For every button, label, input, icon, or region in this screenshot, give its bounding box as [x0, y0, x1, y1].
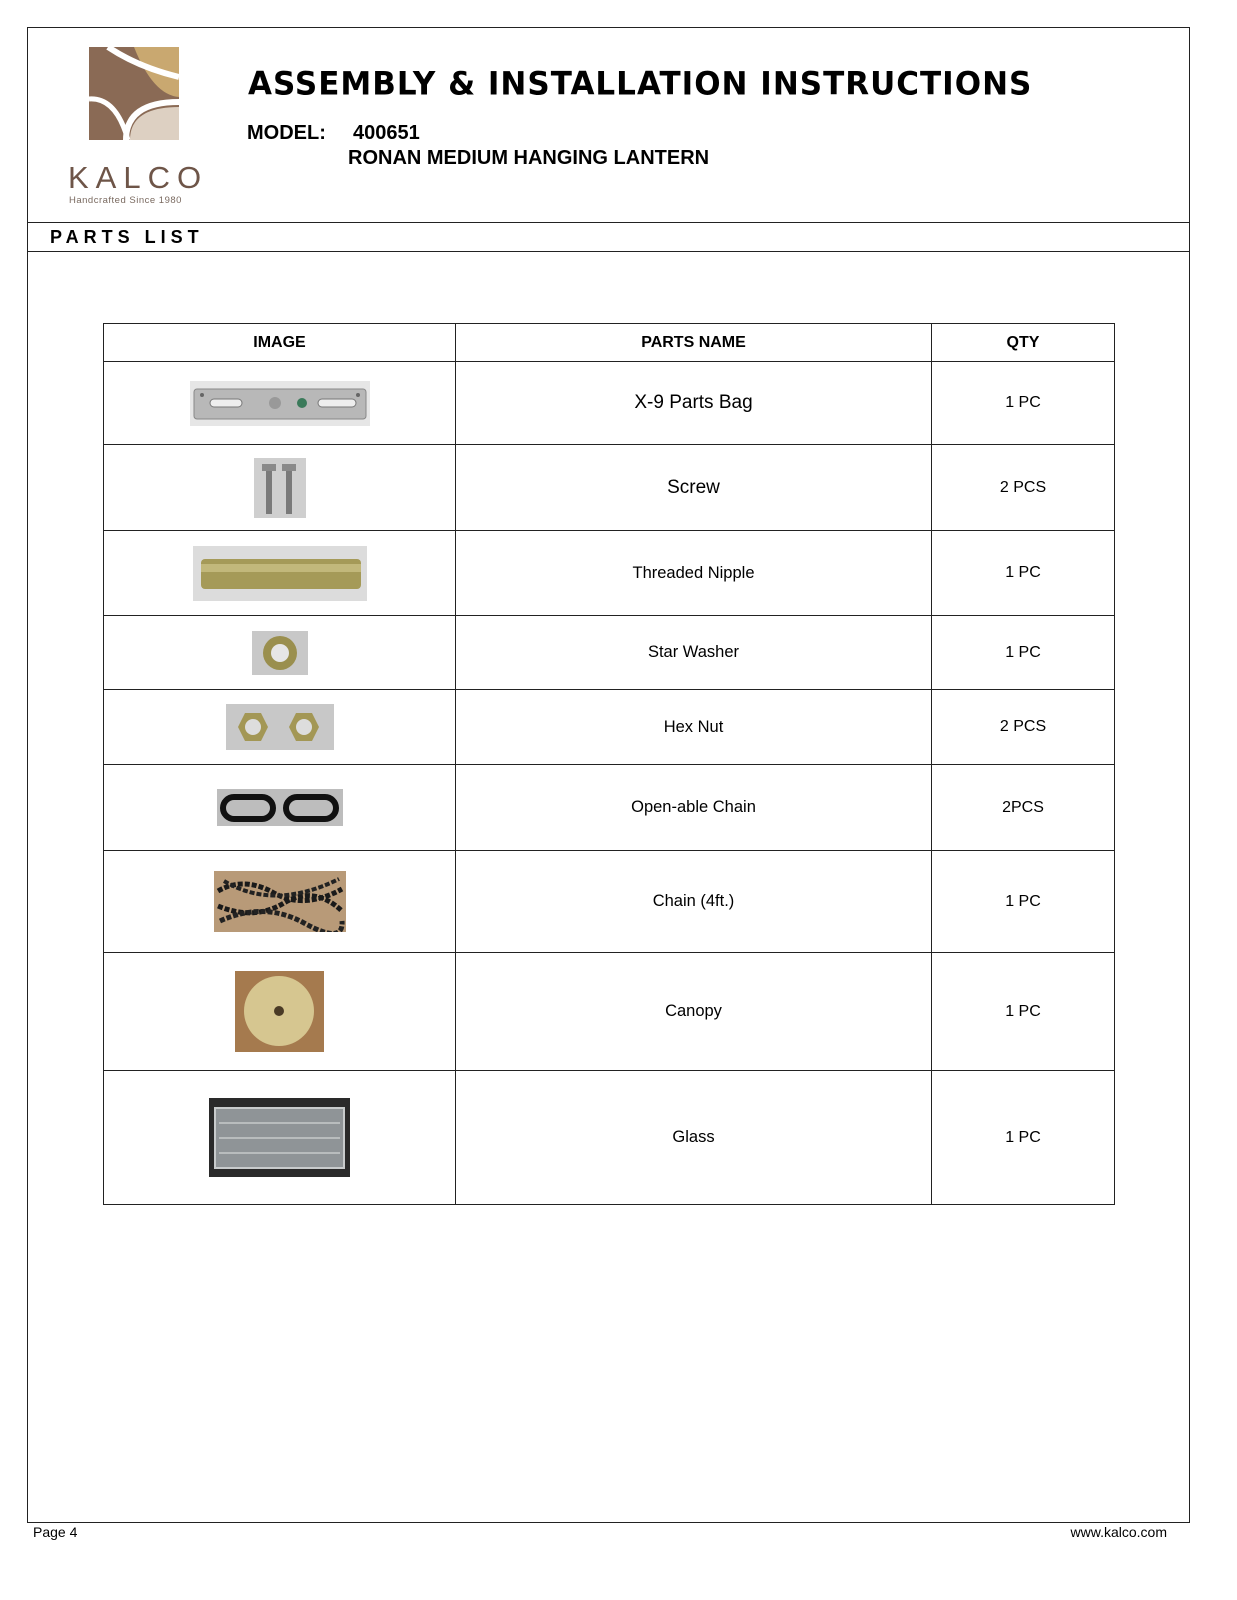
part-image-cell	[104, 690, 456, 765]
part-name: Canopy	[456, 953, 932, 1071]
part-name: Screw	[456, 445, 932, 531]
model-number: 400651	[353, 122, 420, 144]
threaded-nipple-photo	[193, 546, 367, 601]
part-image-cell	[104, 1071, 456, 1205]
parts-table	[103, 323, 1115, 1205]
part-name: X-9 Parts Bag	[456, 362, 932, 445]
logo-wordmark: KALCO	[68, 160, 209, 195]
part-name: Chain (4ft.)	[456, 851, 932, 953]
openable-chain-links-photo	[217, 789, 343, 826]
table-row	[104, 1071, 1115, 1205]
table-row	[104, 851, 1115, 953]
part-name: Hex Nut	[456, 690, 932, 765]
header-image: IMAGE	[104, 324, 456, 362]
part-name: Open-able Chain	[456, 765, 932, 851]
model-label: MODEL:	[247, 122, 326, 144]
glass-panel-photo	[209, 1098, 350, 1177]
part-qty: 1 PC	[932, 1071, 1115, 1205]
table-header-row	[104, 324, 1115, 362]
table-row	[104, 445, 1115, 531]
logo-tagline: Handcrafted Since 1980	[69, 195, 182, 206]
chain-photo	[214, 871, 346, 932]
section-title: PARTS LIST	[50, 227, 204, 247]
part-image-cell	[104, 765, 456, 851]
section-divider	[27, 251, 1190, 252]
table-row	[104, 690, 1115, 765]
part-image-cell	[104, 616, 456, 690]
screws-photo	[254, 458, 306, 518]
part-qty: 2 PCS	[932, 445, 1115, 531]
mounting-bracket-photo	[190, 381, 370, 426]
header-qty: QTY	[932, 324, 1115, 362]
part-image-cell	[104, 362, 456, 445]
part-qty: 1 PC	[932, 851, 1115, 953]
part-name: Glass	[456, 1071, 932, 1205]
part-name: Star Washer	[456, 616, 932, 690]
table-row	[104, 531, 1115, 616]
star-washer-photo	[252, 631, 308, 675]
canopy-photo	[235, 971, 324, 1052]
page-title: ASSEMBLY & INSTALLATION INSTRUCTIONS	[248, 65, 1033, 103]
hex-nuts-photo	[226, 704, 334, 750]
website-url: www.kalco.com	[1070, 1524, 1167, 1540]
part-image-cell	[104, 531, 456, 616]
part-image-cell	[104, 953, 456, 1071]
part-image-cell	[104, 445, 456, 531]
part-qty: 2PCS	[932, 765, 1115, 851]
part-qty: 2 PCS	[932, 690, 1115, 765]
part-qty: 1 PC	[932, 616, 1115, 690]
part-image-cell	[104, 851, 456, 953]
header-parts-name: PARTS NAME	[456, 324, 932, 362]
part-qty: 1 PC	[932, 531, 1115, 616]
page-number: Page 4	[33, 1524, 78, 1540]
header-divider	[27, 222, 1190, 223]
part-qty: 1 PC	[932, 362, 1115, 445]
table-row	[104, 953, 1115, 1071]
part-qty: 1 PC	[932, 953, 1115, 1071]
model-name: RONAN MEDIUM HANGING LANTERN	[348, 147, 710, 169]
part-name: Threaded Nipple	[456, 531, 932, 616]
table-row	[104, 362, 1115, 445]
table-row	[104, 616, 1115, 690]
table-row	[104, 765, 1115, 851]
